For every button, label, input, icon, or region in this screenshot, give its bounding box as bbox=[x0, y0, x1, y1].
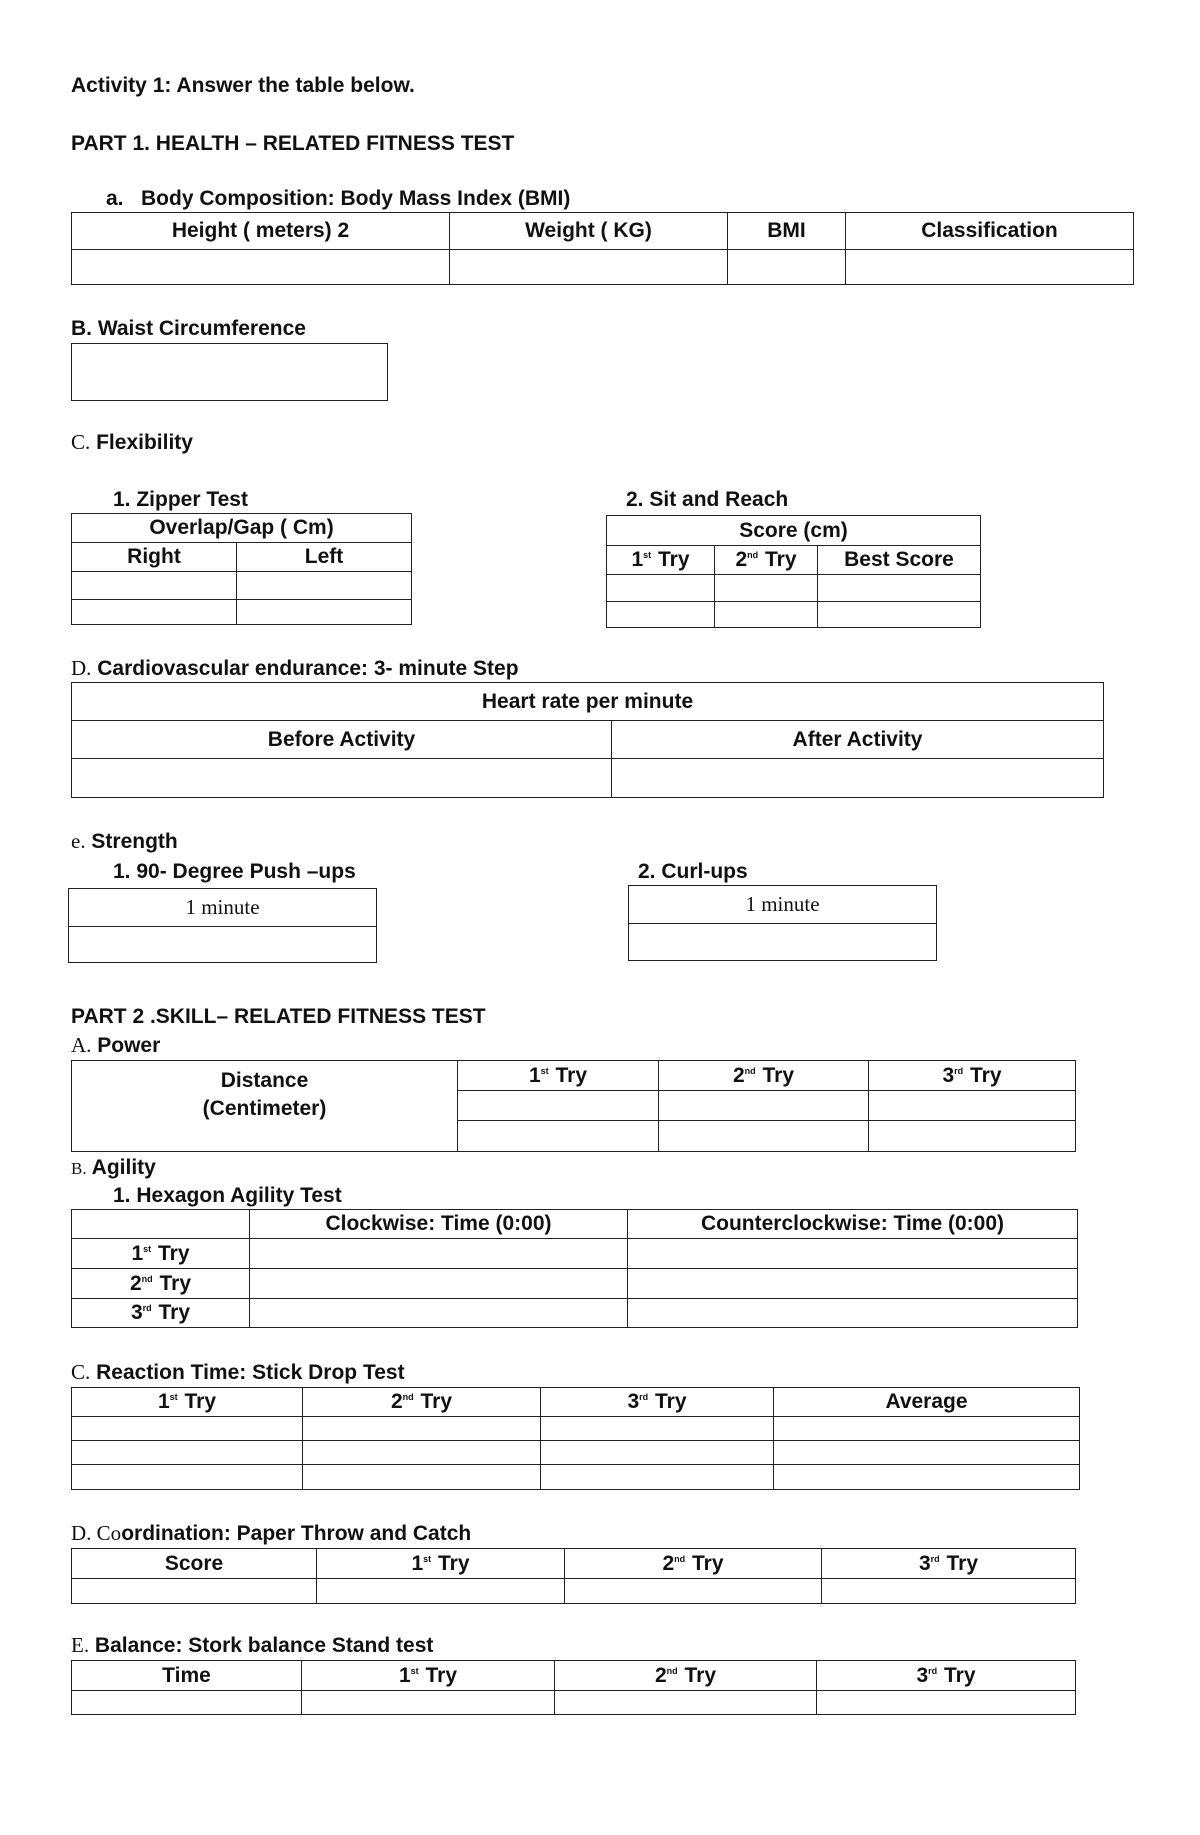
curlups-header: 1 minute bbox=[629, 886, 937, 924]
reaction-cell[interactable] bbox=[72, 1417, 303, 1441]
power-col-2nd-try: 2nd Try bbox=[659, 1061, 869, 1091]
reaction-cell[interactable] bbox=[541, 1441, 774, 1465]
reaction-col-average: Average bbox=[774, 1388, 1080, 1417]
balance-cell[interactable] bbox=[302, 1691, 555, 1715]
reaction-cell[interactable] bbox=[303, 1417, 541, 1441]
power-cell[interactable] bbox=[869, 1121, 1076, 1152]
cardio-title: Cardiovascular endurance: 3- minute Step bbox=[97, 657, 519, 680]
reaction-cell[interactable] bbox=[303, 1441, 541, 1465]
zipper-cell[interactable] bbox=[72, 572, 237, 600]
power-col-1st-try: 1st Try bbox=[458, 1061, 659, 1091]
cardio-heading bbox=[71, 658, 519, 679]
sit-cell[interactable] bbox=[818, 602, 981, 628]
power-cell[interactable] bbox=[659, 1121, 869, 1152]
counterclockwise-header: Counterclockwise: Time (0:00) bbox=[628, 1210, 1078, 1239]
sit-col-1st-try: 1st Try bbox=[607, 546, 715, 575]
hexagon-test-title: 1. Hexagon Agility Test bbox=[113, 1184, 342, 1207]
coordination-col-2nd-try: 2nd Try bbox=[565, 1549, 822, 1579]
sit-reach-title: 2. Sit and Reach bbox=[626, 488, 789, 511]
agility-row-1st-try: 1st Try bbox=[72, 1239, 250, 1269]
header-weight: Weight ( KG) bbox=[450, 213, 728, 250]
power-heading bbox=[71, 1035, 160, 1056]
power-cell[interactable] bbox=[869, 1091, 1076, 1121]
balance-cell[interactable] bbox=[555, 1691, 817, 1715]
weight-cell[interactable] bbox=[450, 250, 728, 285]
zipper-col-left: Left bbox=[237, 543, 412, 572]
pushups-table bbox=[68, 888, 377, 963]
balance-title: Balance: Stork balance Stand test bbox=[94, 1634, 434, 1657]
coordination-title: ordination: Paper Throw and Catch bbox=[121, 1522, 472, 1545]
coordination-heading bbox=[71, 1523, 471, 1544]
power-title: Power bbox=[97, 1034, 161, 1057]
section-letter: B. bbox=[71, 1159, 87, 1178]
zipper-cell[interactable] bbox=[237, 600, 412, 625]
zipper-col-right: Right bbox=[72, 543, 237, 572]
zipper-cell[interactable] bbox=[237, 572, 412, 600]
after-activity-cell[interactable] bbox=[612, 759, 1104, 798]
zipper-header: Overlap/Gap ( Cm) bbox=[72, 514, 412, 543]
section-letter: A. bbox=[71, 1033, 92, 1057]
reaction-col-3rd-try: 3rd Try bbox=[541, 1388, 774, 1417]
zipper-table bbox=[71, 513, 412, 625]
flexibility-title: Flexibility bbox=[96, 431, 193, 454]
bmi-cell[interactable] bbox=[728, 250, 846, 285]
zipper-title: 1. Zipper Test bbox=[113, 488, 248, 511]
curlups-cell[interactable] bbox=[629, 924, 937, 961]
pushups-title: 1. 90- Degree Push –ups bbox=[113, 860, 356, 883]
reaction-col-2nd-try: 2nd Try bbox=[303, 1388, 541, 1417]
agility-cell[interactable] bbox=[628, 1269, 1078, 1299]
balance-col-3rd-try: 3rd Try bbox=[817, 1661, 1076, 1691]
curlups-table bbox=[628, 885, 937, 961]
agility-cell[interactable] bbox=[628, 1239, 1078, 1269]
header-bmi: BMI bbox=[728, 213, 846, 250]
before-activity-header: Before Activity bbox=[72, 721, 612, 759]
activity-instruction: Activity 1: Answer the table below. bbox=[71, 74, 415, 97]
coordination-col-3rd-try: 3rd Try bbox=[822, 1549, 1076, 1579]
balance-col-1st-try: 1st Try bbox=[302, 1661, 555, 1691]
agility-cell[interactable] bbox=[628, 1299, 1078, 1328]
coordination-cell[interactable] bbox=[317, 1579, 565, 1604]
clockwise-header: Clockwise: Time (0:00) bbox=[250, 1210, 628, 1239]
distance-label: Distance (Centimeter) bbox=[72, 1061, 458, 1152]
balance-table bbox=[71, 1660, 1076, 1715]
coordination-cell[interactable] bbox=[822, 1579, 1076, 1604]
sit-cell[interactable] bbox=[607, 575, 715, 602]
reaction-cell[interactable] bbox=[541, 1465, 774, 1490]
sit-cell[interactable] bbox=[818, 575, 981, 602]
sit-reach-table bbox=[606, 515, 981, 628]
section-a-marker: a. bbox=[106, 187, 124, 210]
classification-cell[interactable] bbox=[846, 250, 1134, 285]
reaction-cell[interactable] bbox=[541, 1417, 774, 1441]
reaction-cell[interactable] bbox=[303, 1465, 541, 1490]
balance-cell[interactable] bbox=[72, 1691, 302, 1715]
reaction-cell[interactable] bbox=[72, 1441, 303, 1465]
sit-col-2nd-try: 2nd Try bbox=[715, 546, 818, 575]
power-table bbox=[71, 1060, 1076, 1152]
bmi-section-title: Body Composition: Body Mass Index (BMI) bbox=[141, 187, 571, 210]
header-height: Height ( meters) 2 bbox=[72, 213, 450, 250]
power-cell[interactable] bbox=[458, 1121, 659, 1152]
section-letter: D. bbox=[71, 656, 92, 680]
coordination-cell[interactable] bbox=[72, 1579, 317, 1604]
pushups-cell[interactable] bbox=[69, 927, 377, 963]
section-letter: C. bbox=[71, 1360, 91, 1384]
waist-title: B. Waist Circumference bbox=[71, 317, 306, 340]
section-letter: e. bbox=[71, 829, 86, 853]
balance-col-time: Time bbox=[72, 1661, 302, 1691]
section-letter: D. Co bbox=[71, 1521, 122, 1545]
balance-col-2nd-try: 2nd Try bbox=[555, 1661, 817, 1691]
cardio-table bbox=[71, 682, 1104, 798]
section-letter: C. bbox=[71, 430, 91, 454]
height-cell[interactable] bbox=[72, 250, 450, 285]
coordination-col-1st-try: 1st Try bbox=[317, 1549, 565, 1579]
sit-cell[interactable] bbox=[715, 602, 818, 628]
coordination-cell[interactable] bbox=[565, 1579, 822, 1604]
agility-cell[interactable] bbox=[250, 1269, 628, 1299]
agility-cell[interactable] bbox=[250, 1299, 628, 1328]
before-activity-cell[interactable] bbox=[72, 759, 612, 798]
power-col-3rd-try: 3rd Try bbox=[869, 1061, 1076, 1091]
curlups-title: 2. Curl-ups bbox=[638, 860, 748, 883]
sit-cell[interactable] bbox=[715, 575, 818, 602]
agility-title: Agility bbox=[91, 1156, 156, 1179]
balance-heading bbox=[71, 1635, 433, 1656]
part1-title: PART 1. HEALTH – RELATED FITNESS TEST bbox=[71, 132, 515, 155]
sit-cell[interactable] bbox=[607, 602, 715, 628]
sit-col-best-score: Best Score bbox=[818, 546, 981, 575]
heart-rate-header: Heart rate per minute bbox=[72, 683, 1104, 721]
agility-row-3rd-try: 3rd Try bbox=[72, 1299, 250, 1328]
reaction-heading bbox=[71, 1362, 405, 1383]
strength-heading bbox=[71, 831, 178, 852]
flexibility-heading bbox=[71, 432, 193, 453]
zipper-cell[interactable] bbox=[72, 600, 237, 625]
after-activity-header: After Activity bbox=[612, 721, 1104, 759]
part2-title: PART 2 .SKILL– RELATED FITNESS TEST bbox=[71, 1005, 486, 1028]
reaction-cell[interactable] bbox=[774, 1465, 1080, 1490]
coordination-col-score: Score bbox=[72, 1549, 317, 1579]
reaction-cell[interactable] bbox=[72, 1465, 303, 1490]
reaction-col-1st-try: 1st Try bbox=[72, 1388, 303, 1417]
pushups-header: 1 minute bbox=[69, 889, 377, 927]
section-letter: E. bbox=[71, 1633, 90, 1657]
coordination-table bbox=[71, 1548, 1076, 1604]
reaction-table bbox=[71, 1387, 1080, 1490]
reaction-cell[interactable] bbox=[774, 1441, 1080, 1465]
agility-heading bbox=[71, 1157, 156, 1178]
strength-title: Strength bbox=[91, 830, 178, 853]
waist-answer-box[interactable] bbox=[71, 343, 388, 401]
agility-corner-cell bbox=[72, 1210, 250, 1239]
reaction-title: Reaction Time: Stick Drop Test bbox=[96, 1361, 405, 1384]
power-cell[interactable] bbox=[659, 1091, 869, 1121]
bmi-table bbox=[71, 212, 1134, 285]
agility-table bbox=[71, 1209, 1078, 1328]
sit-reach-header: Score (cm) bbox=[607, 516, 981, 546]
power-cell[interactable] bbox=[458, 1091, 659, 1121]
agility-cell[interactable] bbox=[250, 1239, 628, 1269]
balance-cell[interactable] bbox=[817, 1691, 1076, 1715]
reaction-cell[interactable] bbox=[774, 1417, 1080, 1441]
agility-row-2nd-try: 2nd Try bbox=[72, 1269, 250, 1299]
header-classification: Classification bbox=[846, 213, 1134, 250]
